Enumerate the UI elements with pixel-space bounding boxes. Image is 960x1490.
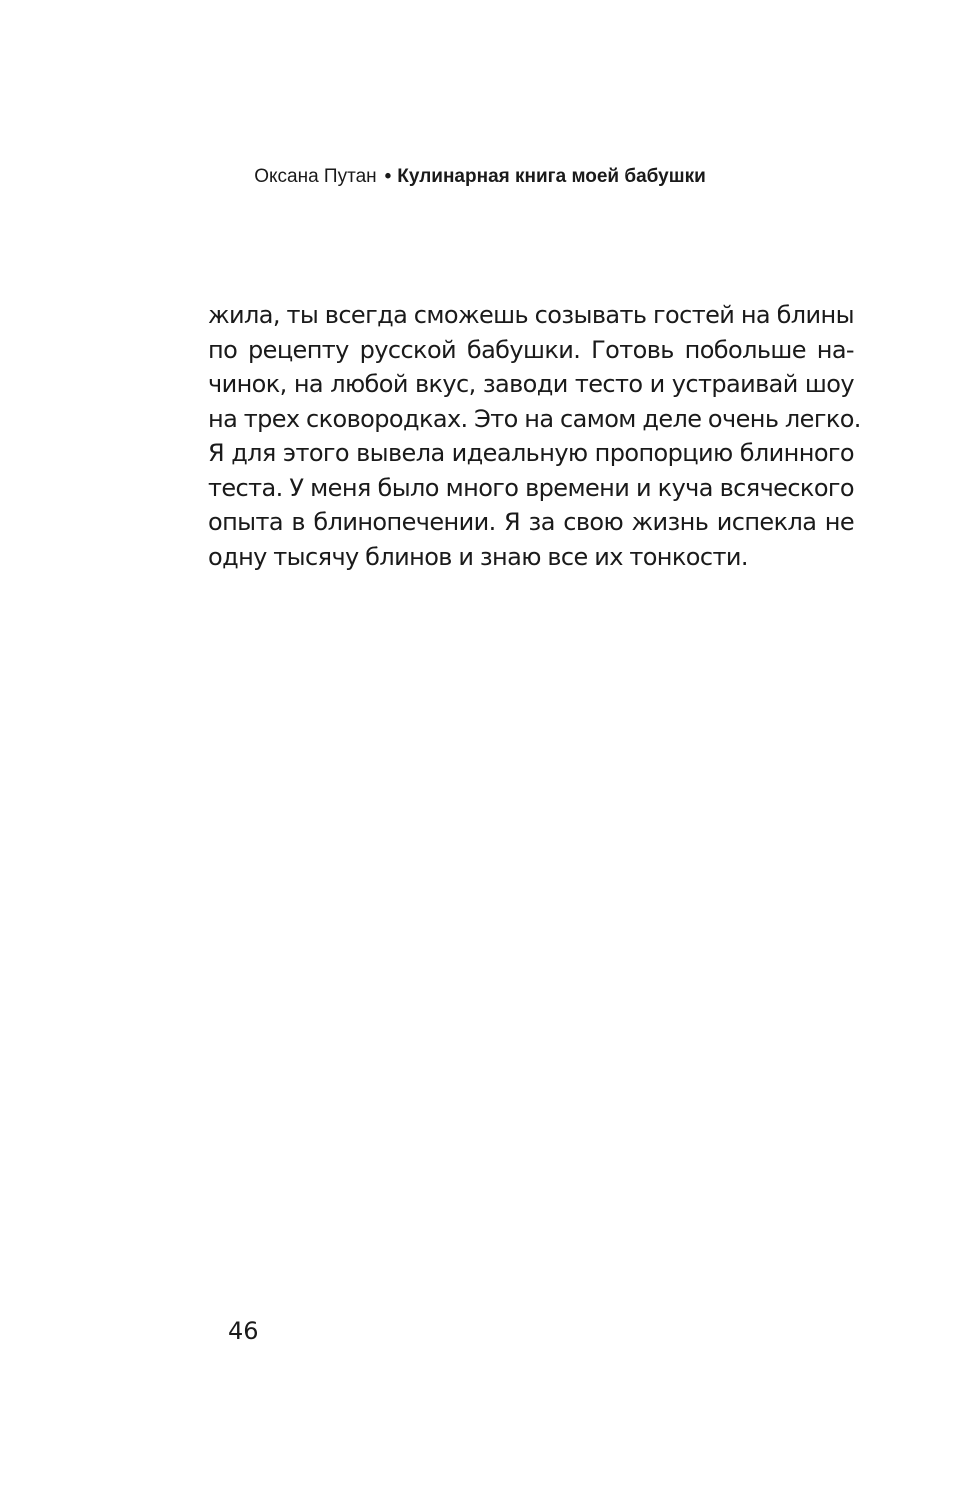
running-header [0, 163, 960, 191]
text-line: одну тысячу блинов и знаю все их тонкости. [208, 542, 748, 571]
header-separator: • [384, 166, 392, 187]
page-number: 46 [228, 1317, 259, 1345]
header-book-title: Кулинарная книга моей бабушки [397, 166, 706, 187]
text-line: жила, ты всегда сможешь созывать гостей на блины [208, 301, 854, 329]
text-line: теста. У меня было много времени и куча всяческого [208, 473, 854, 502]
text-line: Я для этого вывела идеальную пропорцию блинного [208, 439, 854, 467]
text-line: чинок, на любой вкус, заводи тесто и устраивай шоу [208, 370, 854, 398]
body-paragraph [208, 298, 861, 574]
header-author: Оксана Путан [254, 166, 377, 187]
text-line: на трех сковородках. Это на самом деле очень легко. [208, 404, 861, 433]
text-line: опыта в блинопечении. Я за свою жизнь испекла не [208, 508, 854, 536]
text-line: по рецепту русской бабушки. Готовь побольше на- [208, 335, 854, 364]
